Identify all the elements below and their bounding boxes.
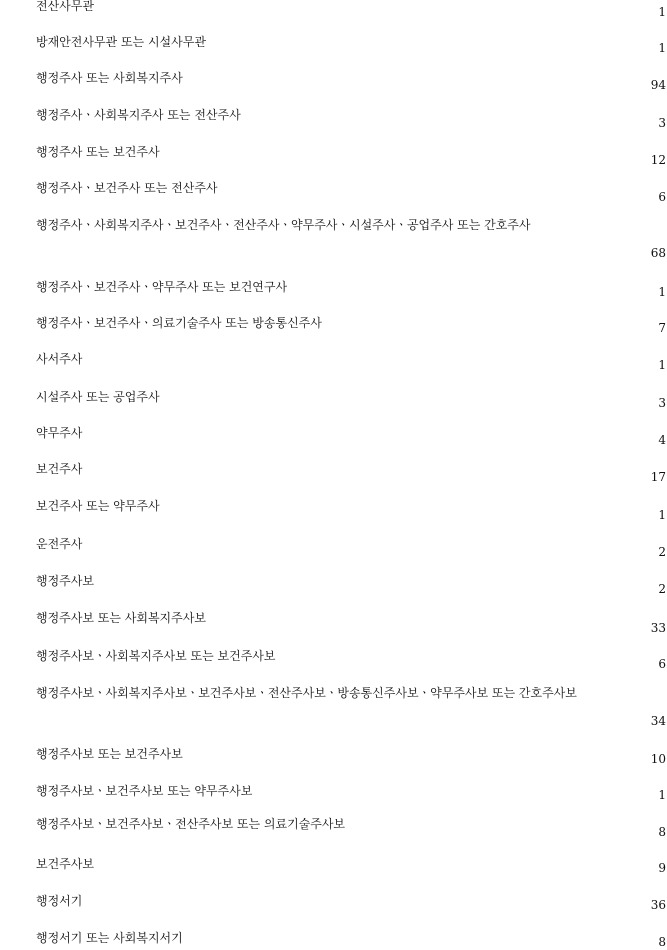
position-count: 1 [658, 358, 666, 372]
position-label: 행정주사보 [36, 574, 94, 588]
position-label: 행정주사보 또는 사회복지주사보 [36, 611, 206, 625]
position-label: 시설주사 또는 공업주사 [36, 390, 160, 404]
position-count: 6 [658, 657, 666, 671]
position-count: 34 [650, 714, 666, 728]
position-count: 33 [650, 621, 666, 635]
position-count: 1 [658, 5, 666, 19]
position-label: 행정주사ㆍ보건주사ㆍ약무주사 또는 보건연구사 [36, 280, 288, 294]
position-label: 전산사무관 [36, 0, 94, 13]
position-label: 행정주사 또는 보건주사 [36, 145, 160, 159]
position-label: 보건주사 또는 약무주사 [36, 499, 160, 513]
position-count: 3 [658, 396, 666, 410]
position-label: 약무주사 [36, 426, 83, 440]
position-count: 10 [650, 752, 666, 766]
position-count: 8 [658, 825, 666, 839]
position-label: 행정서기 또는 사회복지서기 [36, 931, 183, 945]
position-count: 3 [658, 116, 666, 130]
position-label: 보건주사 [36, 462, 83, 476]
position-label: 행정주사보 또는 보건주사보 [36, 747, 183, 761]
position-count: 9 [658, 861, 666, 875]
position-label: 행정주사 또는 사회복지주사 [36, 71, 183, 85]
position-count: 8 [658, 935, 666, 949]
position-label: 행정주사보ㆍ사회복지주사보 또는 보건주사보 [36, 649, 276, 663]
position-label: 사서주사 [36, 352, 83, 366]
position-label: 행정주사ㆍ보건주사ㆍ의료기술주사 또는 방송통신주사 [36, 316, 322, 330]
position-count: 12 [650, 153, 666, 167]
position-label: 행정주사ㆍ보건주사 또는 전산주사 [36, 181, 218, 195]
position-count: 17 [650, 470, 666, 484]
position-label: 행정주사보ㆍ보건주사보 또는 약무주사보 [36, 784, 253, 798]
position-count: 1 [658, 508, 666, 522]
position-count: 1 [658, 41, 666, 55]
position-label: 행정주사보ㆍ보건주사보ㆍ전산주사보 또는 의료기술주사보 [36, 817, 346, 831]
position-count: 1 [658, 788, 666, 802]
position-label: 행정주사ㆍ사회복지주사ㆍ보건주사ㆍ전산주사ㆍ약무주사ㆍ시설주사ㆍ공업주사 또는 간호주사 [36, 218, 531, 232]
position-count: 2 [658, 545, 666, 559]
position-label: 행정주사보ㆍ사회복지주사보ㆍ보건주사보ㆍ전산주사보ㆍ방송통신주사보ㆍ약무주사보 또는 간호주사보 [36, 686, 577, 700]
position-count: 94 [650, 78, 666, 92]
position-count: 6 [658, 190, 666, 204]
position-count: 4 [658, 433, 666, 447]
position-label: 행정주사ㆍ사회복지주사 또는 전산주사 [36, 108, 241, 122]
position-count: 1 [658, 285, 666, 299]
position-label: 행정서기 [36, 894, 83, 908]
position-count: 7 [658, 321, 666, 335]
position-label: 운전주사 [36, 537, 83, 551]
position-count: 36 [650, 898, 666, 912]
position-count: 2 [658, 582, 666, 596]
position-label: 방재안전사무관 또는 시설사무관 [36, 35, 206, 49]
position-label: 보건주사보 [36, 857, 94, 871]
position-count: 68 [650, 246, 666, 260]
